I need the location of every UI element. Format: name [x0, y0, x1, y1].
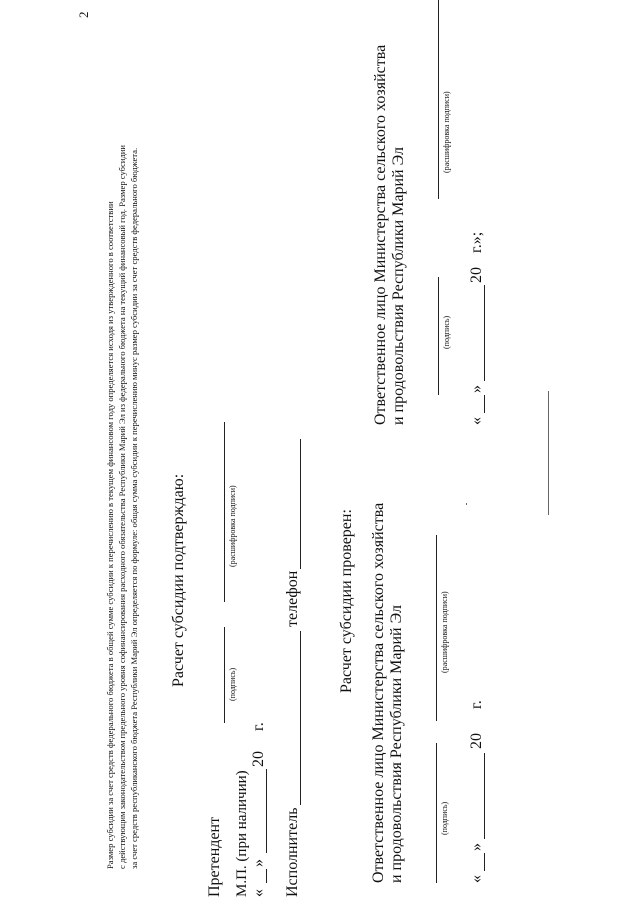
- checked-decode-caption: (расшифровка подписи): [440, 591, 449, 673]
- right-official-line-2: и продовольствия Республики Марий Эл: [390, 147, 407, 425]
- intro-line-3: за счет средств республиканского бюджета Республики Марий Эл определяется по формуле: общая сумма субсидии к перечислению минус размер субсидии за счет средств федерального бюджета.: [129, 147, 139, 869]
- right-date-open: «: [468, 417, 485, 425]
- checked-date-close: »: [468, 843, 485, 851]
- checked-official-line-1: Ответственное лицо Министерства сельского хозяйства: [370, 502, 387, 883]
- right-month-line: [484, 285, 485, 381]
- checked-date-open: «: [468, 875, 485, 883]
- confirm-year-suffix: г.: [250, 722, 267, 731]
- confirm-day-line: [266, 869, 267, 883]
- applicant-label: Претендент: [206, 816, 223, 897]
- right-official-line-1: Ответственное лицо Министерства сельского хозяйства: [372, 44, 389, 425]
- intro-line-2: с действующим законодательством предельного уровня софинансирования расходного обязательства Республики Марий Эл из федерального бюджета на текущий финансовый год. Размер субсидии: [117, 144, 127, 869]
- right-year-prefix: 20: [468, 267, 485, 283]
- right-date-close: »: [468, 385, 485, 393]
- right-year-suffix: г.»;: [468, 231, 485, 253]
- scan-mark-dot: [466, 503, 467, 505]
- confirm-heading: Расчет субсидии подтверждаю:: [170, 473, 187, 687]
- right-signature-caption: (подпись): [442, 315, 451, 349]
- right-decode-line: [438, 0, 439, 199]
- right-signature-line: [438, 277, 439, 395]
- confirm-month-line: [266, 769, 267, 853]
- checked-day-line: [484, 853, 485, 871]
- phone-line: [300, 439, 301, 569]
- right-day-line: [484, 395, 485, 413]
- checked-year-suffix: г.: [468, 700, 485, 709]
- executor-label: Исполнитель: [284, 807, 301, 897]
- checked-signature-caption: (подпись): [440, 801, 449, 835]
- applicant-decode-line: [224, 422, 225, 602]
- page-number: 2: [76, 11, 91, 18]
- confirm-year-prefix: 20: [250, 751, 267, 767]
- applicant-signature-line: [224, 627, 225, 723]
- checked-official-line-2: и продовольствия Республики Марий Эл: [388, 605, 405, 883]
- checked-year-prefix: 20: [468, 733, 485, 749]
- checked-month-line: [484, 753, 485, 839]
- checked-heading: Расчет субсидии проверен:: [338, 509, 355, 693]
- phone-label: телефон: [284, 570, 301, 627]
- scan-mark-line: [548, 391, 549, 515]
- applicant-decode-caption: (расшифровка подписи): [228, 485, 237, 567]
- confirm-date-open: «: [250, 889, 267, 897]
- seal-label: М.П. (при наличии): [234, 770, 250, 897]
- checked-decode-line: [436, 535, 437, 721]
- intro-line-1: Размер субсидии за счет средств федерального бюджета в общей сумме субсидии к перечислению в текущем финансовом году определяется исходя из утвержденного в соответствии: [105, 201, 115, 869]
- right-decode-caption: (расшифровка подписи): [442, 91, 451, 173]
- applicant-signature-caption: (подпись): [228, 667, 237, 701]
- executor-line: [300, 631, 301, 805]
- confirm-date-close: »: [250, 859, 267, 867]
- checked-signature-line: [436, 743, 437, 883]
